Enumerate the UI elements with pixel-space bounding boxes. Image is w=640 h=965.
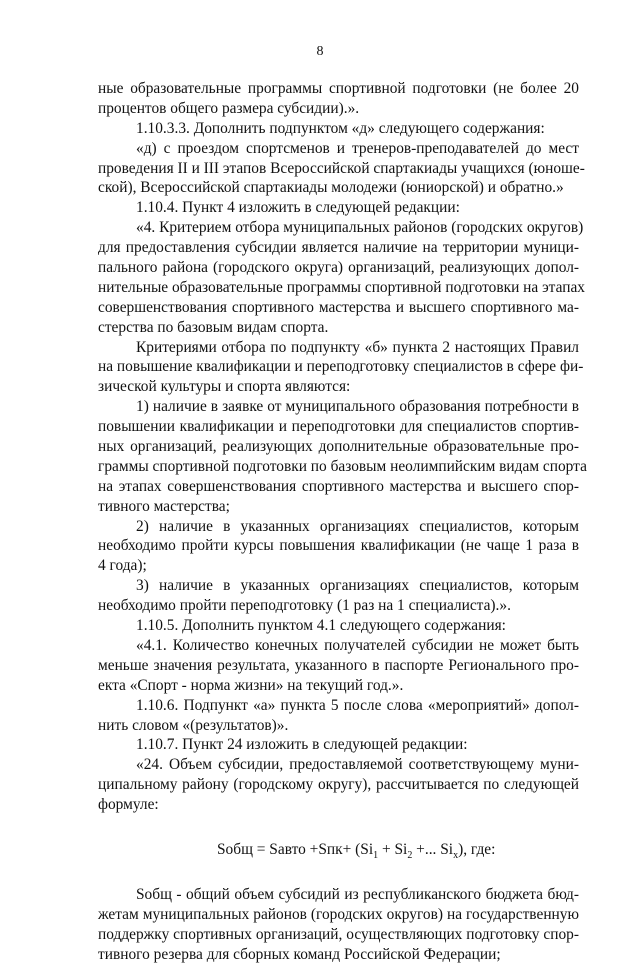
text-line: тивного резерва для сборных команд Российской Федерации; bbox=[98, 945, 501, 963]
formula-spacer bbox=[98, 860, 579, 885]
text-line: совершенствования спортивного мастерства и высшего спортивного ма- bbox=[98, 298, 579, 316]
formula-part: +... Si bbox=[412, 840, 454, 858]
text-line: необходимо пройти переподготовку (1 раз на 1 специалиста).». bbox=[98, 597, 511, 615]
text-line: 1.10.7. Пункт 24 изложить в следующей редакции: bbox=[136, 736, 468, 754]
formula-part: + Si bbox=[378, 840, 408, 858]
text-line: зической культуры и спорта являются: bbox=[98, 378, 351, 396]
text-line: ные образовательные программы спортивной подготовки (не более 20 bbox=[98, 80, 579, 97]
text-line: пального района (городского округа) организаций, реализующих допол- bbox=[98, 259, 579, 277]
text-line: «24. Объем субсидии, предоставляемой соответствующему муни- bbox=[136, 756, 579, 774]
text-line: граммы спортивной подготовки по базовым неолимпийским видам спорта bbox=[98, 457, 587, 475]
text-line: стерства по базовым видам спорта. bbox=[98, 318, 329, 336]
formula-tail: ), где: bbox=[458, 840, 496, 858]
text-line: на повышение квалификации и переподготовку специалистов в сфере фи- bbox=[98, 358, 584, 376]
text-line: 1.10.5. Дополнить пунктом 4.1 следующего содержания: bbox=[136, 617, 506, 635]
text-line: формуле: bbox=[98, 796, 159, 814]
text-line: ской), Всероссийской спартакиады молодежи (юниорской) и обратно.» bbox=[98, 179, 564, 197]
text-line: «4. Критерием отбора муниципальных районов (городских округов) bbox=[136, 219, 584, 237]
text-line: «д) с проездом спортсменов и тренеров-преподавателей до мест bbox=[136, 139, 579, 157]
text-line: проведения II и III этапов Всероссийской спартакиады учащихся (юноше- bbox=[98, 159, 585, 177]
text-line: Критериями отбора по подпункту «б» пункта 2 настоящих Правил bbox=[136, 338, 579, 356]
text-line: жетам муниципальных районов (городских округов) на государственную bbox=[98, 905, 579, 923]
page-number: 8 bbox=[316, 44, 324, 59]
formula-subscript: 1 bbox=[373, 850, 379, 862]
text-line: 1) наличие в заявке от муниципального образования потребности в bbox=[136, 398, 579, 416]
text-line: екта «Спорт - норма жизни» на текущий год.». bbox=[98, 676, 404, 694]
text-line: нить словом «(результатов)». bbox=[98, 716, 289, 734]
text-line: на этапах совершенствования спортивного мастерства и высшего спор- bbox=[98, 477, 579, 495]
formula-lhs: Sобщ = Sавто +Sпк+ (Si bbox=[217, 840, 374, 858]
formula-subscript: 2 bbox=[407, 850, 413, 862]
formula-subscript: x bbox=[453, 850, 459, 862]
formula bbox=[98, 840, 579, 860]
formula-spacer bbox=[98, 815, 579, 840]
text-line: 3) наличие в указанных организациях специалистов, которым bbox=[136, 577, 579, 595]
text-line: тивного мастерства; bbox=[98, 497, 230, 515]
text-line: ных организаций, реализующих дополнительные образовательные про- bbox=[98, 438, 579, 456]
text-line: для предоставления субсидии является наличие на территории муници- bbox=[98, 239, 579, 257]
text-line: повышении квалификации и переподготовки для специалистов спортив- bbox=[98, 418, 579, 436]
text-line: процентов общего размера субсидии).». bbox=[98, 99, 360, 117]
text-line: ципальному району (городскому округу), рассчитывается по следующей bbox=[98, 776, 579, 794]
text-line: 2) наличие в указанных организациях специалистов, которым bbox=[136, 517, 579, 535]
text-line: 1.10.3.3. Дополнить подпунктом «д» следующего содержания: bbox=[136, 119, 545, 137]
text-line: Sобщ - общий объем субсидий из республиканского бюджета бюд- bbox=[136, 885, 579, 903]
text-line: меньше значения результата, указанного в паспорте Регионального про- bbox=[98, 656, 579, 674]
text-line: 4 года); bbox=[98, 557, 147, 575]
text-line: «4.1. Количество конечных получателей субсидии не может быть bbox=[136, 636, 579, 654]
text-line: необходимо пройти курсы повышения квалификации (не чаще 1 раза в bbox=[98, 537, 579, 555]
text-line: нительные образовательные программы спортивной подготовки на этапах bbox=[98, 278, 585, 296]
text-line: 1.10.6. Подпункт «а» пункта 5 после слова «мероприятий» допол- bbox=[136, 696, 579, 714]
text-line: 1.10.4. Пункт 4 изложить в следующей редакции: bbox=[136, 199, 460, 217]
document-body bbox=[98, 79, 587, 965]
text-line: поддержку спортивных организаций, осуществляющих подготовку спор- bbox=[98, 925, 579, 943]
